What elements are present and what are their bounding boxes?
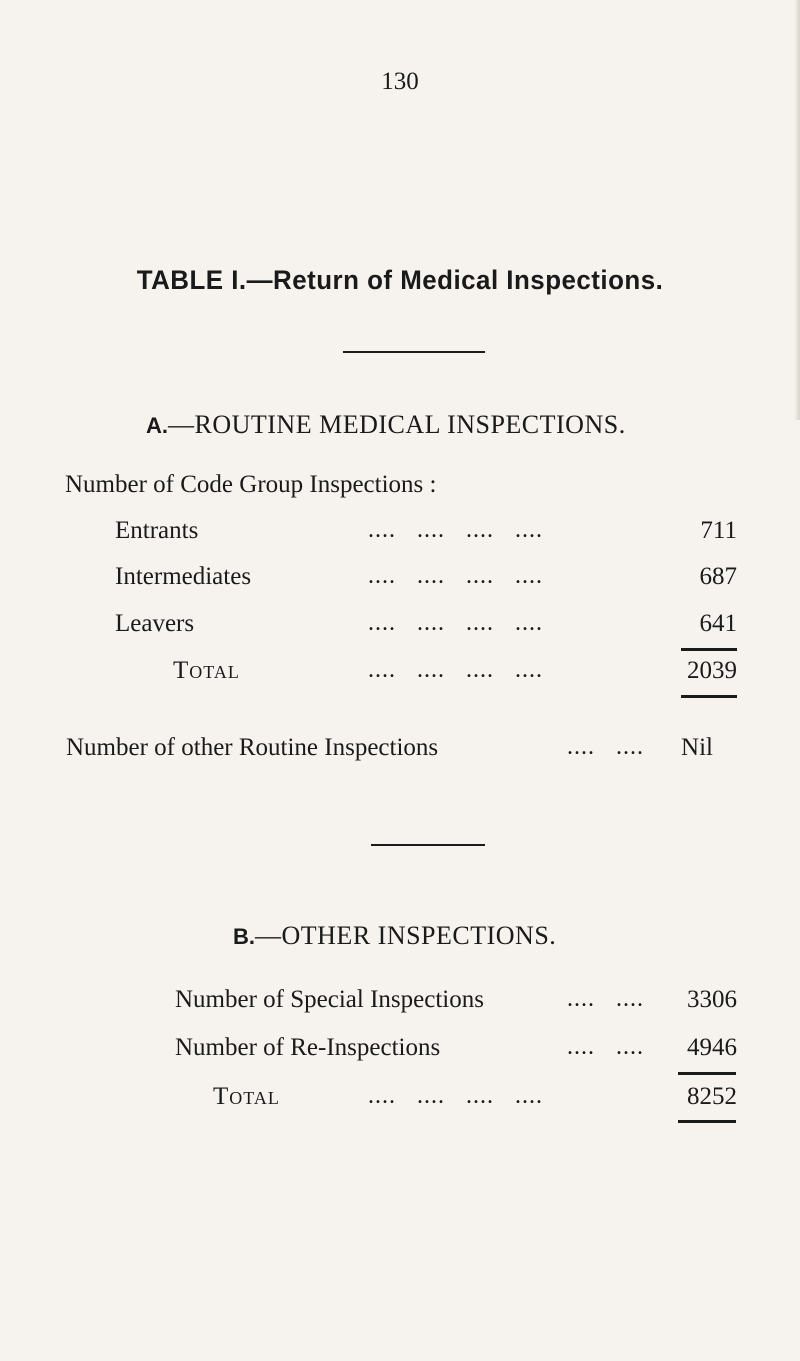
leader-dots: .... .... .... .... bbox=[368, 563, 543, 589]
section-a-title: —ROUTINE MEDICAL INSPECTIONS. bbox=[168, 410, 626, 439]
leader-dots: .... .... bbox=[567, 1034, 644, 1060]
section-divider bbox=[371, 844, 485, 846]
leader-dots: .... .... bbox=[567, 986, 644, 1012]
row-label-leavers: Leavers bbox=[115, 610, 195, 637]
section-b-heading bbox=[233, 921, 556, 951]
row-value-special: 3306 bbox=[687, 986, 737, 1013]
sum-rule-bottom bbox=[681, 695, 737, 698]
sum-rule-top bbox=[681, 648, 737, 651]
row-value-entrants: 711 bbox=[700, 517, 737, 544]
row-label-re-inspections: Number of Re-Inspections bbox=[175, 1034, 441, 1061]
section-a-heading bbox=[146, 410, 626, 440]
leader-dots: .... .... .... .... bbox=[368, 610, 543, 636]
row-value-intermediates: 687 bbox=[699, 563, 737, 590]
leader-dots: .... .... .... .... bbox=[368, 517, 543, 543]
leader-dots: .... .... bbox=[567, 734, 644, 760]
title-divider bbox=[343, 351, 485, 353]
section-a-intro: Number of Code Group Inspections : bbox=[65, 471, 437, 498]
row-value-leavers: 641 bbox=[699, 610, 737, 637]
table-title: TABLE I.—Return of Medical Inspections. bbox=[136, 265, 664, 295]
row-label-entrants: Entrants bbox=[115, 517, 199, 544]
row-value-re-inspections: 4946 bbox=[687, 1034, 737, 1061]
section-a-letter: A. bbox=[146, 413, 168, 438]
total-label: Total bbox=[173, 657, 240, 684]
section-b-title: —OTHER INSPECTIONS. bbox=[255, 921, 557, 950]
sum-rule-top bbox=[678, 1072, 736, 1075]
leader-dots: .... .... .... .... bbox=[368, 1083, 543, 1109]
row-value-other-routine: Nil bbox=[681, 734, 713, 761]
section-b-letter: B. bbox=[233, 924, 255, 949]
page-number: 130 bbox=[381, 68, 419, 95]
row-label-other-routine: Number of other Routine Inspections bbox=[66, 734, 439, 761]
page-edge-shadow bbox=[794, 0, 800, 420]
sum-rule-bottom bbox=[678, 1120, 736, 1123]
leader-dots: .... .... .... .... bbox=[368, 657, 543, 683]
row-label-intermediates: Intermediates bbox=[115, 563, 252, 590]
total-label: Total bbox=[213, 1083, 280, 1110]
total-value: 8252 bbox=[687, 1083, 737, 1110]
row-label-special: Number of Special Inspections bbox=[175, 986, 484, 1013]
total-value: 2039 bbox=[687, 657, 737, 684]
